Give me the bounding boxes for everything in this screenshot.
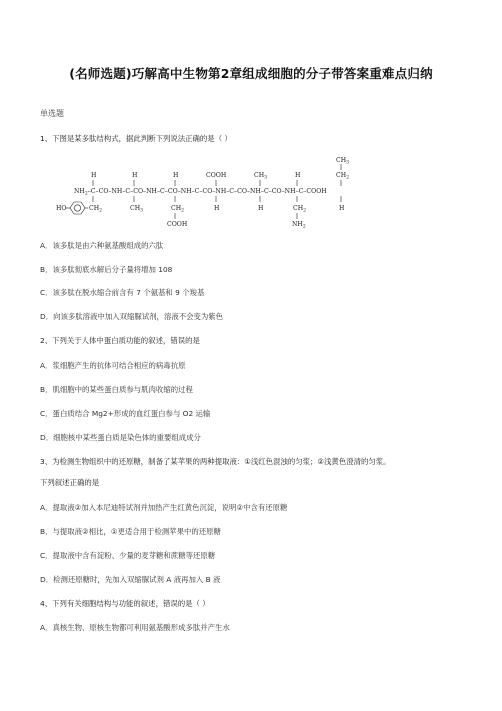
struct-bottom-2: $CH_3$ <box>130 205 144 214</box>
polypeptide-structure-diagram <box>58 152 368 234</box>
struct-backbone: $NH_2-C-CO-NH-C-CO-NH-C-CO-NH-C-CO-NH-C-CO-NH-C-CO-NH-C$–COOH <box>74 188 327 197</box>
struct-top-3: H <box>173 172 179 179</box>
question-3-stem: 3、为检测生物组织中的还原糖，制备了某苹果的两种提取液：①浅红色混浊的匀浆；②浅黄色澄清的匀浆。 <box>40 457 391 466</box>
q3-option-d: D．检测还原糖时，先加入双缩脲试剂 A 液再加入 B 液 <box>40 575 221 584</box>
struct-bottom-4: H <box>214 205 220 212</box>
struct-bottom2-cooh: COOH <box>167 221 188 228</box>
struct-top-7: $CH_2$ <box>336 172 350 181</box>
question-1-stem: 1、下图是某多肽结构式，据此判断下列说法正确的是（ ） <box>40 134 232 143</box>
struct-bottom-7: H <box>339 205 345 212</box>
q2-option-a: A．浆细胞产生的抗体可结合相应的病毒抗原 <box>40 361 186 370</box>
page-title: (名师选题)巧解高中生物第2章组成细胞的分子带答案重难点归纳 <box>69 66 433 81</box>
question-4-stem: 4、下列有关细胞结构与功能的叙述，错误的是（ ） <box>40 599 210 608</box>
struct-top-4: COOH <box>206 172 227 179</box>
q1-option-a: A．该多肽是由六种氨基酸组成的六肽 <box>40 241 164 250</box>
q1-option-d: D．向该多肽溶液中加入双缩脲试剂，溶液不会变为紫色 <box>40 312 224 321</box>
q1-option-c: C．该多肽在脱水缩合前含有 7 个氨基和 9 个羧基 <box>40 288 205 297</box>
struct-top-ch3-extra: $CH_3$ <box>336 157 350 166</box>
q2-option-c: C．蛋白质结合 Mg2+形成的血红蛋白参与 O2 运输 <box>40 409 211 418</box>
section-heading: 单选题 <box>40 109 64 118</box>
q3-option-a: A．提取液②加入本尼迪特试剂并加热产生红黄色沉淀，说明②中含有还原糖 <box>40 503 288 512</box>
question-2-stem: 2、下列关于人体中蛋白质功能的叙述，错误的是 <box>40 336 200 345</box>
struct-top-2: H <box>132 172 138 179</box>
struct-bottom-5: H <box>258 205 264 212</box>
q2-option-b: B．肌细胞中的某些蛋白质参与肌肉收缩的过程 <box>40 385 193 394</box>
q3-option-b: B．与提取液②相比，①更适合用于检测苹果中的还原糖 <box>40 527 221 536</box>
q2-option-d: D．细胞核中某些蛋白质是染色体的重要组成成分 <box>40 433 201 442</box>
q1-option-b: B．该多肽彻底水解后分子量将增加 108 <box>40 265 173 274</box>
struct-bottom-3: $CH_2$ <box>171 205 185 214</box>
struct-top-1: H <box>91 172 97 179</box>
question-3-stem-cont: 下列叙述正确的是 <box>40 478 100 487</box>
struct-bottom-6: $CH_2$ <box>293 205 307 214</box>
q4-option-a: A．真核生物、原核生物都可利用氨基酸形成多肽并产生水 <box>40 623 230 632</box>
q3-option-c: C．提取液中含有淀粉、少量的麦芽糖和蔗糖等还原糖 <box>40 551 216 560</box>
struct-top-6: H <box>295 172 301 179</box>
struct-bottom2-nh2: $NH_2$ <box>292 221 306 230</box>
struct-top-5: $CH_3$ <box>254 172 268 181</box>
struct-ring-ho: HO <box>56 205 67 212</box>
struct-bottom-1: $CH_2$ <box>89 205 103 214</box>
